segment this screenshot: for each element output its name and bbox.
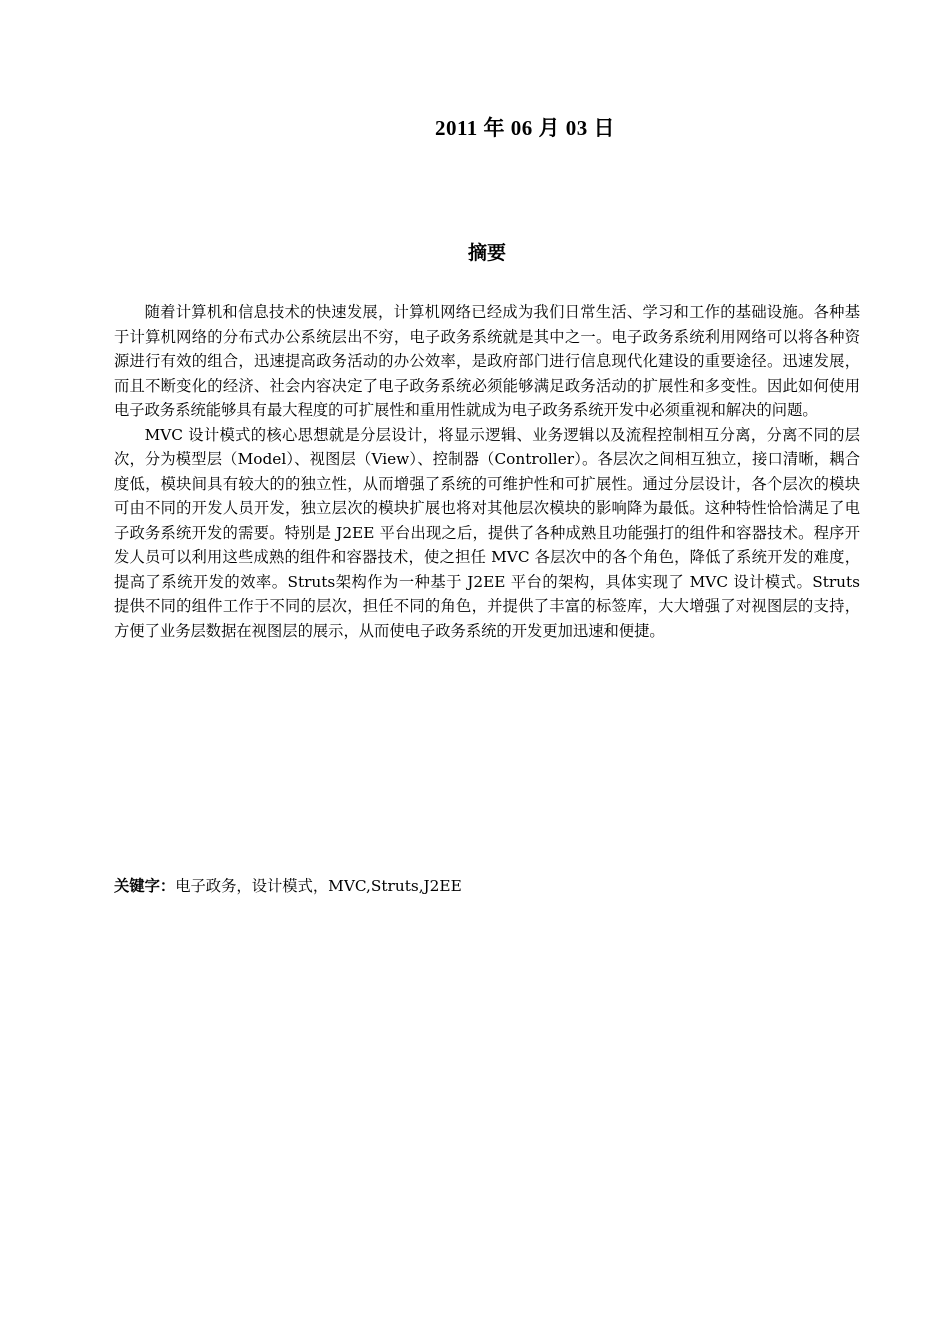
keywords-label: 关键字： xyxy=(114,877,176,895)
abstract-paragraph-2: MVC 设计模式的核心思想就是分层设计，将显示逻辑、业务逻辑以及流程控制相互分离，分离不同的层次，分为模型层（Model）、视图层（View）、控制器（Controller）。各层次之间相互独立，接口清晰，耦合度低，模块间具有较大的的独立性，从而增强了系统的可维护性和可扩展性。通过分层设计，各个层次的模块可由不同的开发人员开发，独立层次的模块扩展也将对其他层次模块的影响降为最低。这种特性恰恰满足了电子政务系统开发的需要。特别是 J2EE 平台出现之后，提供了各种成熟且功能强打的组件和容器技术。程序开发人员可以利用这些成熟的组件和容器技术，使之担任 MVC 各层次中的各个角色，降低了系统开发的难度，提高了系统开发的效率。Struts架构作为一种基于 J2EE 平台的架构，具体实现了 MVC 设计模式。Struts 提供不同的组件工作于不同的层次，担任不同的角色，并提供了丰富的标签库，大大增强了对视图层的支持，方便了业务层数据在视图层的展示，从而使电子政务系统的开发更加迅速和便捷。 xyxy=(114,425,860,640)
keywords-line xyxy=(114,874,860,898)
abstract-body xyxy=(114,300,860,643)
document-date: 2011 年 06 月 03 日 xyxy=(434,116,616,140)
abstract-heading: 摘要 xyxy=(467,242,506,264)
abstract-paragraph-1: 随着计算机和信息技术的快速发展，计算机网络已经成为我们日常生活、学习和工作的基础设施。各种基于计算机网络的分布式办公系统层出不穷，电子政务系统就是其中之一。电子政务系统利用网络可以将各种资源进行有效的组合，迅速提高政务活动的办公效率，是政府部门进行信息现代化建设的重要途径。迅速发展，而且不断变化的经济、社会内容决定了电子政务系统必须能够满足政务活动的扩展性和多变性。因此如何使用电子政务系统能够具有最大程度的可扩展性和重用性就成为电子政务系统开发中必须重视和解决的问题。 xyxy=(114,303,860,419)
keywords-value: 电子政务，设计模式，MVC,Struts,J2EE xyxy=(175,877,462,895)
